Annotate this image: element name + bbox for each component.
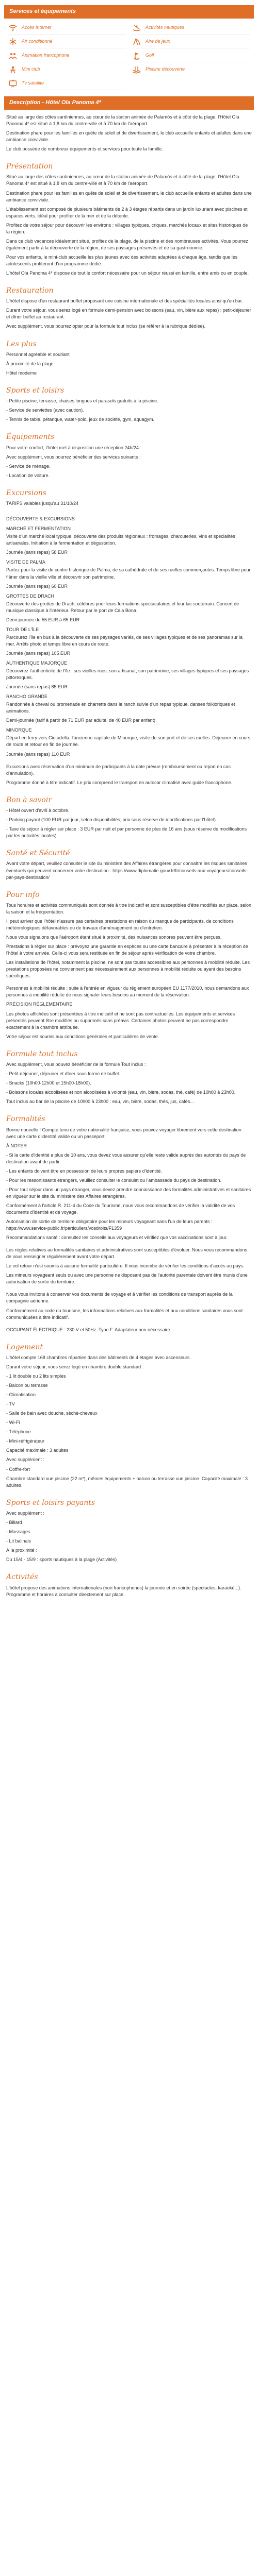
service-label: Animation francophone xyxy=(22,53,70,58)
services-banner xyxy=(4,5,254,19)
section-title: Restauration xyxy=(6,286,54,295)
section-paragraph: - 1 lit double ou 2 lits simples xyxy=(6,1374,66,1379)
services-heading: Services et équipements xyxy=(9,8,76,14)
section-paragraph: - Pour tout séjour dans un pays étranger, vous devez prendre connaissance des formalités administratives et sanitaires en vigueur sur le site du ministère des Affaires étrangères. xyxy=(6,1187,251,1199)
service-label: Mini club xyxy=(22,66,40,72)
content-section xyxy=(4,484,254,512)
subsection-paragraph: Découverte des grottes de Drach, célèbres pour leurs formations spectaculaires et leur lac souterrain. Concert de musique classique à l'intérieur. Retour par le port de Cala Bona. xyxy=(6,601,239,613)
section-paragraph: Avec supplément, vous pourrez bénéficier des services suivants : xyxy=(6,454,141,460)
section-paragraph: TARIFS valables jusqu'au 31/10/24 xyxy=(6,501,79,506)
kids-club-icon xyxy=(8,65,18,74)
section-title: Sports et loisirs xyxy=(6,386,64,395)
section-paragraph: Du 15/4 - 15/9 : sports nautiques à la plage (Activités) xyxy=(6,1557,117,1563)
section-paragraph: Recommandations santé : consultez les conseils aux voyageurs et vérifiez que vos vaccinations sont à jour. xyxy=(6,1235,228,1241)
section-paragraph: L'hôtel Ola Panoma 4* dispose de tout le confort nécessaire pour un séjour réussi en famille, entre amis ou en couple. xyxy=(6,270,249,276)
service-label: Tv satellite xyxy=(22,80,44,86)
service-item xyxy=(132,64,250,76)
section-title: Les plus xyxy=(6,340,37,348)
service-label: Accès Internet xyxy=(22,25,52,30)
section-paragraph: - Salle de bain avec douche, sèche-cheveux xyxy=(6,1411,98,1416)
content-section xyxy=(4,1494,254,1568)
section-title: Excursions xyxy=(6,488,46,497)
subsection-heading: GROTTES DE DRACH xyxy=(6,593,55,599)
section-paragraph: L'hôtel compte 168 chambres réparties dans des bâtiments de 4 étages avec ascenseurs. xyxy=(6,1354,191,1360)
section-paragraph: - TV xyxy=(6,1401,15,1407)
section-paragraph: - Boissons locales alcoolisées et non alcoolisées à volonté (eau, vin, bière, sodas, thé, café) de 10h00 à 23h00. xyxy=(6,1090,236,1095)
section-paragraph: Nous vous invitons à conserver vos documents de voyage et à vérifier les conditions de transport auprès de la compagnie aérienne. xyxy=(6,1292,233,1304)
section-paragraph: Les installations de l'hôtel, notamment la piscine, ne sont pas toutes accessibles aux personnes à mobilité réduite. Les prestations proposées ne conviennent pas nécessairement aux personnes à mobilité réduite ou ayant des besoins spécifiques. xyxy=(6,960,250,979)
section-paragraph: - Téléphone xyxy=(6,1429,31,1435)
pool-icon xyxy=(132,65,141,74)
service-label: Air conditionné xyxy=(22,39,53,44)
service-label: Piscine découverte xyxy=(146,66,185,72)
section-title: Sports et loisirs payants xyxy=(6,1498,95,1507)
content-section xyxy=(4,381,254,428)
section-paragraph: - Wi-Fi xyxy=(6,1420,20,1426)
content-section xyxy=(4,844,254,885)
section-paragraph: À NOTER xyxy=(6,1143,27,1148)
section-title: Activités xyxy=(6,1573,38,1582)
description-sections xyxy=(4,113,254,1603)
section-paragraph: Conformément au code du tourisme, les informations relatives aux formalités et aux conditions sanitaires vous sont communiquées à titre indicatif. xyxy=(6,1308,243,1320)
section-paragraph: OCCUPANT ÉLECTRIQUE : 230 V et 50Hz. Type F. Adaptateur non nécessaire. xyxy=(6,1327,172,1332)
subsection-heading: TOUR DE L'ÎLE xyxy=(6,626,39,632)
section-title: Présentation xyxy=(6,162,53,171)
section-paragraph: Avec supplément, vous pouvez bénéficier de la formule Tout inclus : xyxy=(6,1062,146,1067)
section-paragraph: Avant votre départ, veuillez consulter le site du ministère des Affaires étrangères pour connaître les risques sanitaires éventuels qui peuvent concerner votre destination : https://www.diplomatie.gouv.fr/fr/conseils-aux-voyageurs/conseils-par-pays-destination/ xyxy=(6,861,248,880)
section-paragraph: Programme donné à titre indicatif. Le prix comprend le transport en autocar climatisé avec guide francophone. xyxy=(6,779,233,785)
service-label: Golf xyxy=(146,53,154,58)
section-paragraph: Tout inclus au bar de la piscine de 10h00 à 23h00 : eau, vin, bière, sodas, thés, jus, cafés... xyxy=(6,1099,194,1105)
section-paragraph: Hôtel moderne xyxy=(6,370,37,376)
section-paragraph: L'établissement est composé de plusieurs bâtiments de 2 à 3 étages répartis dans un jardin luxuriant avec piscines et espaces verts. Idéal pour profiter de la mer et de la détente. xyxy=(6,206,248,218)
snowflake-icon xyxy=(8,37,18,46)
section-paragraph: Personnes à mobilité réduite : suite à l'entrée en vigueur du règlement européen EU 1177/2010, nous demandons aux personnes à mobilité réduite de nous signaler leurs besoins au moment de la réservation. xyxy=(6,986,249,998)
section-paragraph: - Balcon ou terrasse xyxy=(6,1383,48,1388)
subsection-paragraph: Journée (sans repas) 60 EUR xyxy=(6,583,68,589)
section-paragraph: - Mini-réfrigérateur xyxy=(6,1438,45,1444)
section-paragraph: Nous vous signalons que l'aéroport étant situé à proximité, des nuisances sonores peuvent être perçues. xyxy=(6,935,222,940)
subsection-heading: RANCHO GRANDE xyxy=(6,694,48,700)
section-paragraph: Profitez de votre séjour pour découvrir les environs : villages typiques, criques, marchés locaux et sites historiques de la région. xyxy=(6,222,248,234)
section-paragraph: Avec supplément : xyxy=(6,1457,44,1463)
subsection-paragraph: Journée (sans repas) 58 EUR xyxy=(6,550,68,555)
section-paragraph: - Parking payant (100 EUR par jour, selon disponibilités, prix sous réserve de modifications par l'hôtel). xyxy=(6,817,217,823)
service-label: Activités nautiques xyxy=(146,25,185,30)
section-paragraph: - Massages xyxy=(6,1529,30,1535)
wifi-icon xyxy=(8,23,18,32)
section-paragraph: Dans ce club vacances idéalement situé, profitez de la plage, de la piscine et des nombreuses activités. Vous pourrez également partir à la découverte de la région, de ses paysages préservés et de sa gastronomie. xyxy=(6,238,248,250)
section-title: Équipements xyxy=(6,433,55,442)
section-paragraph: Destination phare pour les familles en quête de soleil et de divertissement, le club accueille enfants et adultes dans une ambiance conviviale. xyxy=(6,130,252,143)
content-section xyxy=(4,762,254,791)
subsection-paragraph: Partez pour la visite du centre historique de Palma, de sa cathédrale et de ses ruelles commerçantes. Temps libre pour flâner dans la vieille ville et découvrir son patrimoine. xyxy=(6,567,251,580)
service-item xyxy=(132,50,250,62)
section-title: Formule tout inclus xyxy=(6,1049,78,1058)
subsection-paragraph: Parcourez l'île en bus à la découverte de ses paysages variés, de ses villages typiques et de ses panoramas sur la mer. Arrêts photo et temps libre en cours de route. xyxy=(6,634,243,647)
section-paragraph: Chambre standard vue piscine (22 m²), mêmes équipements + balcon ou terrasse vue piscine. Capacité maximale : 3 adultes. xyxy=(6,1476,248,1488)
tv-icon xyxy=(8,79,18,88)
service-item xyxy=(8,50,126,62)
subsection-paragraph: Découvrez l'authenticité de l'île : ses vieilles rues, son artisanat, son patrimoine, ses villages typiques et ses paysages pittoresques. xyxy=(6,668,249,681)
content-section xyxy=(4,1568,254,1602)
description-banner xyxy=(4,96,254,110)
services-grid xyxy=(4,22,254,93)
section-paragraph: Il peut arriver que l'hôtel n'assure pas certaines prestations en raison du manque de participants, de conditions météorologiques défavorables ou de travaux d'aménagement ou d'entretien. xyxy=(6,919,234,931)
section-paragraph: Pour vos enfants, le mini-club accueille les plus jeunes avec des activités adaptées à chaque âge, tandis que les adolescents profiteront d'un programme dédié. xyxy=(6,254,238,266)
description-title: Description - Hôtel Ola Panoma 4* xyxy=(9,99,101,106)
section-paragraph: - Snacks (10h00-12h00 et 15h00-18h00). xyxy=(6,1080,91,1086)
content-section xyxy=(4,886,254,985)
section-paragraph: Capacité maximale : 3 adultes xyxy=(6,1448,69,1453)
section-paragraph: PRÉCISION RÉGLEMENTAIRE xyxy=(6,1002,73,1007)
section-paragraph: - Hôtel ouvert d'avril à octobre. xyxy=(6,808,70,813)
kayak-icon xyxy=(132,23,141,32)
section-paragraph: Les mineurs voyageant seuls ou avec une personne ne disposant pas de l'autorité parentale doivent être munis d'une autorisation de sortie du territoire. xyxy=(6,1273,248,1285)
subsection-paragraph: Demi-journée de 55 EUR à 65 EUR xyxy=(6,617,80,622)
section-paragraph: - Taxe de séjour à régler sur place : 3 EUR par nuit et par personne de plus de 16 ans (sous réserve de modifications par les autorités locales). xyxy=(6,826,247,839)
subsection-paragraph: Demi-journée (tarif à partir de 71 EUR par adulte, de 40 EUR par enfant) xyxy=(6,718,156,723)
service-item xyxy=(132,37,250,48)
section-paragraph: - Location de voiture. xyxy=(6,472,50,478)
content-section xyxy=(4,1326,254,1338)
section-paragraph: Bonne nouvelle ! Compte tenu de votre nationalité française, vous pouvez voyager librement vers cette destination avec une carte d'identité valide ou un passeport. xyxy=(6,1127,241,1139)
section-paragraph: Conformément à l'article R. 211-4 du Code du Tourisme, nous vous recommandons de vérifier la validité de vos documents d'identité et de voyage. xyxy=(6,1202,235,1215)
section-paragraph: Durant votre séjour, vous serez logé en chambre double standard : xyxy=(6,1364,144,1370)
section-paragraph: L'hôtel propose des animations internationales (non francophones) la journée et en soirée (spectacles, karaoké...). Programme et horaires à consulter directement sur place. xyxy=(6,1585,241,1597)
section-title: Logement xyxy=(6,1343,43,1351)
subsection-heading: MARCHÉ ET FERMENTATION xyxy=(6,526,71,532)
section-paragraph: Situé au large des côtes sardiniennes, au cœur de la station animée de Palamós et à côté de la plage, l'Hôtel Ola Panoma 4* est situé à 1,8 km du centre-ville et à 70 km de l'aéroport. xyxy=(6,114,239,126)
section-title: Formalités xyxy=(6,1115,45,1124)
section-paragraph: Durant votre séjour, vous serez logé en formule demi-pension avec boissons (eau, vin, bière aux repas) : petit-déjeuner et dîner buffet au restaurant. xyxy=(6,308,251,320)
section-title: Pour info xyxy=(6,890,40,899)
section-paragraph: Les règles relatives au formalités sanitaires et administratives sont susceptibles d'évoluer. Nous vous recommandons de vous renseigner régulièrement avant votre départ. xyxy=(6,1247,247,1260)
section-paragraph: - Climatisation xyxy=(6,1392,36,1398)
service-label: Aire de jeux xyxy=(146,39,170,44)
section-paragraph: Prestations à régler sur place : prévoyez une garantie en espèces ou une carte bancaire à présenter à la réception de l'hôtel à votre arrivée. Celle-ci vous sera restituée en fin de séjour après vérification de votre chambre. xyxy=(6,944,248,956)
section-paragraph: Le vol retour n'est soumis à aucune formalité particulière. Il vous incombe de vérifier les conditions d'accès au pays. xyxy=(6,1263,245,1269)
subsection-heading: AUTHENTIQUE MAJORQUE xyxy=(6,660,68,666)
subsection-heading: DÉCOUVERTE & EXCURSIONS xyxy=(6,516,75,522)
content-section xyxy=(4,1110,254,1246)
section-paragraph: Pour votre confort, l'hôtel met à disposition une réception 24h/24. xyxy=(6,445,140,450)
service-item xyxy=(8,64,126,76)
section-paragraph: Avec supplément, vous pourrez opter pour la formule tout inclus (se référer à la rubrique dédiée). xyxy=(6,324,206,329)
section-paragraph: Tous horaires et activités communiqués sont donnés à titre indicatif et sont susceptibles d'être modifiés sur place, selon la saison et la fréquentation. xyxy=(6,902,251,914)
section-paragraph: Situé au large des côtes sardiniennes, au cœur de la station animée de Palamós et à côté de la plage, l'Hôtel Ola Panoma 4* est situé à 1,8 km du centre-ville et à 70 km de l'aéroport. xyxy=(6,174,239,187)
service-item xyxy=(132,23,250,35)
section-paragraph: - Billard xyxy=(6,1520,22,1526)
section-paragraph: - Les enfants doivent être en possession de leurs propres papiers d'identité. xyxy=(6,1168,162,1174)
animation-icon xyxy=(8,51,18,60)
section-paragraph: L'hôtel dispose d'un restaurant buffet proposant une cuisine internationale et des spécialités locales ainsi qu'un bar. xyxy=(6,298,243,304)
content-section xyxy=(4,113,254,157)
section-paragraph: - Petite piscine, terrasse, chaises longues et parasols gratuits à la piscine. xyxy=(6,398,158,404)
subsection-paragraph: Visite d'un marché local typique, découverte des produits régionaux : fromages, charcuteries, vins et spécialités artisanales. Initiation à la fermentation et dégustation. xyxy=(6,534,235,546)
content-section xyxy=(4,791,254,844)
section-paragraph: À la proximité : xyxy=(6,1548,37,1553)
section-paragraph: - Tennis de table, pétanque, water-polo, jeux de société, gym, aquagym. xyxy=(6,417,155,422)
section-paragraph: Avec supplément : xyxy=(6,1510,44,1516)
section-paragraph: Votre séjour est soumis aux conditions générales et particulières de vente. xyxy=(6,1033,159,1039)
section-title: Santé et Sécurité xyxy=(6,849,70,858)
section-paragraph: Excursions avec réservation d'un minimum de participants à la date prévue (remboursement ou report en cas d'annulation). xyxy=(6,764,231,776)
golf-icon xyxy=(132,51,141,60)
subsection-paragraph: Départ en ferry vers Ciutadella, l'ancienne capitale de Minorque, visite de son port et de ses ruelles. Déjeuner en cours de route et retour en fin de journée. xyxy=(6,735,250,748)
section-paragraph: Personnel agréable et souriant xyxy=(6,351,70,357)
content-section xyxy=(4,281,254,334)
section-paragraph: Les photos affichées sont présentées à titre indicatif et ne sont pas contractuelles. Les équipements et services présentés peuvent être modifiés ou supprimés sans préavis. Certaines photos peuvent ne pas correspondre exactement à la chambre attribuée. xyxy=(6,1011,235,1030)
content-section xyxy=(4,428,254,483)
content-section xyxy=(4,157,254,281)
section-paragraph: Autorisation de sortie de territoire obligatoire pour les mineurs voyageant sans l'un de leurs parents : https://www.service-public.fr/particuliers/vosdroits/F1359 xyxy=(6,1219,213,1231)
section-paragraph: - Service de serviettes (avec caution). xyxy=(6,408,84,413)
section-paragraph: - Service de ménage. xyxy=(6,463,51,469)
subsection-heading: MINORQUE xyxy=(6,727,32,733)
section-paragraph: À proximité de la plage xyxy=(6,361,54,366)
content-section xyxy=(4,1290,254,1325)
playground-icon xyxy=(132,37,141,46)
section-paragraph: - Pour les ressortissants étrangers, veuillez consulter le consulat ou l'ambassade du pays de destination. xyxy=(6,1177,221,1183)
subsection-paragraph: Journée (sans repas) 110 EUR xyxy=(6,751,70,757)
subsection-paragraph: Journée (sans repas) 85 EUR xyxy=(6,684,68,690)
section-paragraph: - Si la carte d'identité a plus de 10 ans, vous devez vous assurer qu'elle reste valide auprès des autorités du pays de destination avant de partir. xyxy=(6,1152,246,1164)
content-section xyxy=(4,335,254,381)
content-section xyxy=(4,1045,254,1110)
section-paragraph: - Lit balinais xyxy=(6,1538,31,1544)
subsection-paragraph: Randonnée à cheval ou promenade en charrette dans le ranch suivie d'un repas typique, danses folkloriques et animations. xyxy=(6,702,235,714)
subsection-heading: VISITE DE PALMA xyxy=(6,560,45,565)
content-section xyxy=(4,984,254,1044)
subsection-paragraph: Journée (sans repas) 105 EUR xyxy=(6,650,71,656)
service-item xyxy=(8,37,126,48)
content-section xyxy=(4,1246,254,1290)
section-title: Bon à savoir xyxy=(6,795,52,804)
content-section xyxy=(4,512,254,762)
section-paragraph: Destination phare pour les familles en quête de soleil et de divertissement, le club accueille enfants et adultes dans une ambiance conviviale. xyxy=(6,190,252,202)
service-item xyxy=(8,23,126,35)
content-section xyxy=(4,1338,254,1494)
service-item xyxy=(8,78,126,90)
section-paragraph: - Coffre-fort xyxy=(6,1466,30,1472)
section-paragraph: - Petit-déjeuner, déjeuner et dîner sous forme de buffet. xyxy=(6,1071,120,1077)
section-paragraph: Le club possède de nombreux équipements et services pour toute la famille. xyxy=(6,146,163,152)
